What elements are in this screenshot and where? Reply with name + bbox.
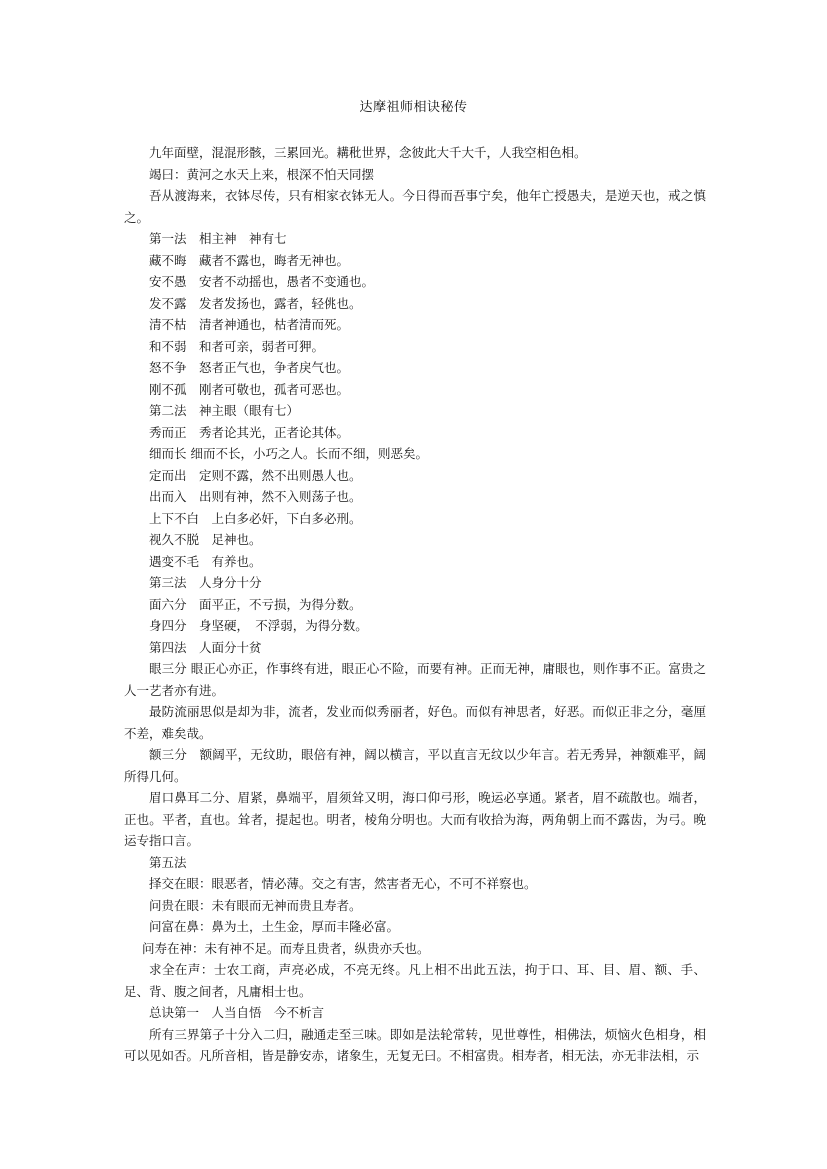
paragraph: 清不枯 清者神通也，枯者清而死。 (149, 317, 350, 332)
paragraph: 藏不晦 藏者不露也，晦者无神也。 (149, 252, 350, 268)
paragraph: 最防流丽思似是却为非，流者，发业而似秀丽者，好色。而似有神思者，好恶。而似正非之分，毫厘不差，难矣哉。 (124, 704, 706, 741)
section-heading: 第三法 人身分十分 (149, 575, 262, 590)
paragraph: 问富在鼻：鼻为土，土生金，厚而丰隆必富。 (149, 919, 400, 934)
paragraph: 竭曰：黄河之水天上来，根深不怕天同摆 (149, 166, 375, 182)
paragraph: 发不露 发者发扬也，露者，轻佻也。 (149, 295, 362, 311)
paragraph: 身四分 身坚硬， 不浮弱，为得分数。 (149, 618, 368, 633)
paragraph: 定而出 定则不露，然不出则愚人也。 (149, 467, 362, 483)
section-heading: 第一法 相主神 神有七 (149, 231, 287, 246)
paragraph: 眉口鼻耳二分、眉紧，鼻端平，眉须耸又明，海口仰弓形，晚运必享通。紧者，眉不疏散也。端者，正也。平者，直也。耸者，提起也。明者，棱角分明也。大而有收拾为海，两角朝上而不露齿，为弓。晚运专指口言。 (124, 790, 706, 848)
section-heading: 第四法 人面分十贫 (149, 639, 262, 655)
section-heading: 第二法 神主眼（眼有七） (149, 403, 300, 418)
paragraph: 视久不脱 足神也。 (149, 532, 262, 547)
paragraph: 问寿在神：未有神不足。而寿且贵者，纵贵亦夭也。 (142, 940, 430, 956)
paragraph: 择交在眼：眼恶者，情必薄。交之有害，然害者无心，不可不祥察也。 (149, 876, 537, 891)
paragraph: 面六分 面平正，不亏损，为得分数。 (149, 596, 362, 612)
paragraph: 额三分 额阔平，无纹助，眼倍有神，阔以横言，平以直言无纹以少年言。若无秀异，神额难平，阔所得几何。 (124, 747, 706, 784)
document-body (124, 142, 706, 1067)
paragraph: 上下不白 上白多必奸，下白多必刑。 (149, 510, 362, 526)
paragraph: 所有三界第子十分入二归，融通走至三味。即如是法轮常转，见世尊性，相佛法，烦恼火色相身，相可以见如否。凡所音相，皆是静安赤，诸象生，无复无曰。不相富贵。相寿者，相无法，亦无非法相，示 (124, 1026, 706, 1063)
paragraph: 细而长 细而不长，小巧之人。长而不细，则恶矣。 (149, 446, 428, 461)
paragraph: 秀而正 秀者论其光，正者论其体。 (149, 424, 350, 440)
paragraph: 安不愚 安者不动摇也，愚者不变通也。 (149, 274, 375, 289)
paragraph: 怒不争 怒者正气也，争者戾气也。 (149, 360, 350, 375)
paragraph: 求全在声：士农工商，声亮必成，不亮无终。凡上相不出此五法，拘于口、耳、目、眉、额、手、足、背、腹之间者，凡庸相士也。 (124, 962, 706, 999)
section-heading: 第五法 (149, 854, 187, 870)
paragraph: 眼三分 眼正心亦正，作事终有进，眼正心不险，而要有神。正而无神，庸眼也，则作事不正。富贵之人一艺者亦有进。 (124, 661, 706, 698)
paragraph: 问贵在眼：未有眼而无神而贵且寿者。 (149, 897, 362, 913)
document-title: 达摩祖师相诀秘传 (359, 100, 468, 115)
paragraph: 九年面壁，混混形骸，三累回光。耩秕世界，念彼此大千大千，人我空相色相。 (149, 145, 587, 160)
paragraph: 吾从渡海来，衣钵尽传，只有相家衣钵无人。今日得而吾事宁矣，他年亡授愚夫，是逆天也，戒之慎之。 (124, 188, 706, 225)
paragraph: 刚不孤 刚者可敬也，孤者可恶也。 (149, 381, 350, 397)
section-heading: 总诀第一 人当自悟 今不析言 (149, 1005, 325, 1020)
paragraph: 出而入 出则有神，然不入则荡子也。 (149, 489, 362, 504)
paragraph: 和不弱 和者可亲，弱者可狎。 (149, 338, 325, 354)
paragraph: 遇变不毛 有养也。 (149, 553, 262, 569)
